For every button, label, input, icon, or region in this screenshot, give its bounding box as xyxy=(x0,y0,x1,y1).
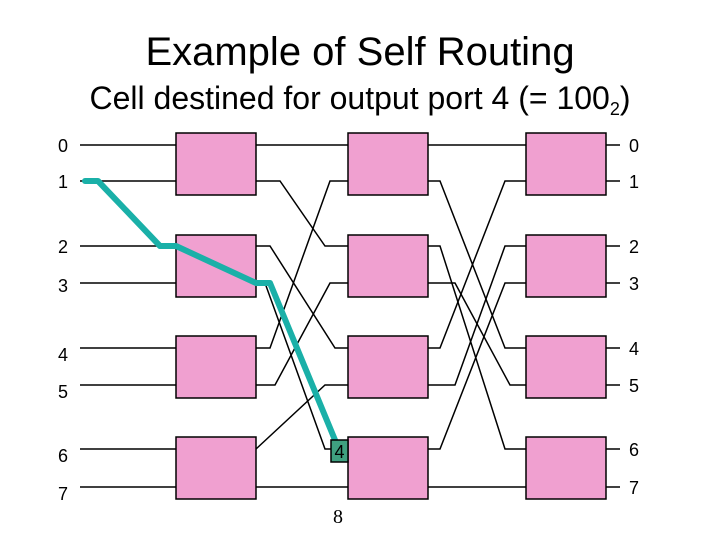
subtitle-close: ) xyxy=(619,80,631,116)
switch-s2-2 xyxy=(348,336,428,398)
link-s1-4 xyxy=(256,181,348,348)
output-port-label: 1 xyxy=(629,172,640,192)
switch-s1-2 xyxy=(176,336,256,398)
routing-path xyxy=(85,181,335,440)
subtitle-text: Cell destined for output port 4 (= 100 xyxy=(89,80,610,116)
switch-elements xyxy=(176,133,606,499)
link-s2-5 xyxy=(428,246,526,385)
switch-s3-1 xyxy=(526,235,606,297)
switch-s2-3 xyxy=(348,437,428,499)
input-port-label: 3 xyxy=(58,276,69,296)
output-port-label: 4 xyxy=(629,339,640,359)
input-port-label: 5 xyxy=(58,382,69,402)
link-s2-6 xyxy=(428,283,526,449)
footer-number: 8 xyxy=(333,506,343,528)
switch-s3-0 xyxy=(526,133,606,195)
cell-tag: 4 xyxy=(334,442,345,462)
link-s1-1 xyxy=(256,181,348,246)
output-port-label: 7 xyxy=(629,478,640,498)
wiring xyxy=(80,145,620,487)
switch-s2-1 xyxy=(348,235,428,297)
input-port-label: 7 xyxy=(58,484,69,504)
switch-s1-0 xyxy=(176,133,256,195)
slide-title: Example of Self Routing xyxy=(145,30,575,74)
switch-s3-2 xyxy=(526,336,606,398)
subtitle-base: 2 xyxy=(609,99,620,119)
output-port-label: 6 xyxy=(629,440,640,460)
output-port-label: 2 xyxy=(629,237,640,257)
input-port-label: 4 xyxy=(58,345,69,365)
input-port-label: 6 xyxy=(58,446,69,466)
link-s2-3 xyxy=(428,283,526,385)
input-port-label: 2 xyxy=(58,237,69,257)
switch-s1-3 xyxy=(176,437,256,499)
switch-s3-3 xyxy=(526,437,606,499)
input-port-label: 0 xyxy=(58,136,69,156)
input-port-label: 1 xyxy=(58,172,69,192)
output-port-label: 3 xyxy=(629,274,640,294)
output-port-label: 0 xyxy=(629,136,640,156)
output-port-label: 5 xyxy=(629,376,640,396)
switch-s2-0 xyxy=(348,133,428,195)
